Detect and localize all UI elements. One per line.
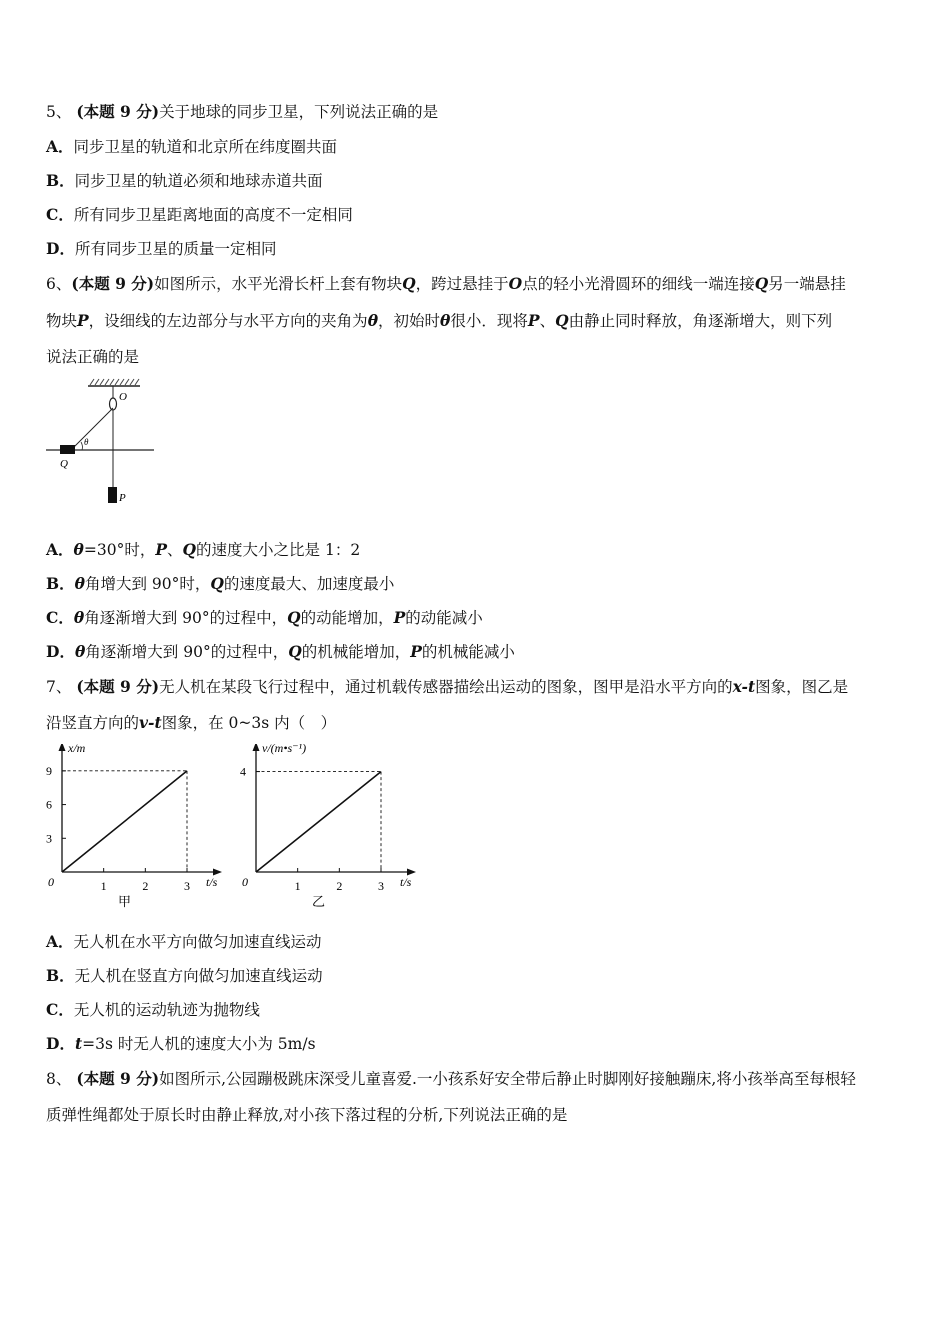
var-xt: x-t	[732, 677, 756, 696]
text: 的机械能增加，	[301, 643, 411, 661]
y-axis-label: v/(m•s⁻¹)	[262, 744, 307, 755]
text: 图象，在 0~3s 内（ ）	[161, 714, 337, 732]
q7-stem-line2	[46, 713, 336, 733]
q6-option-a	[46, 540, 360, 560]
option-text: 所有同步卫星的质量一定相同	[74, 240, 277, 258]
y-axis-label: x/m	[68, 744, 86, 755]
option-text: 同步卫星的轨道必须和地球赤道共面	[74, 172, 323, 190]
var-vt: v-t	[139, 713, 162, 732]
q7-option-c	[46, 1000, 260, 1020]
var-q: Q	[210, 574, 224, 593]
q7-number: 7、	[46, 678, 72, 696]
y-tick-label: 4	[240, 764, 246, 779]
text: 的机械能减小	[421, 643, 515, 661]
option-text: 所有同步卫星距离地面的高度不一定相同	[73, 206, 353, 224]
q5-text: 关于地球的同步卫星，下列说法正确的是	[159, 103, 439, 121]
data-line	[62, 771, 187, 872]
var-p: P	[77, 311, 89, 330]
block-q	[60, 445, 75, 454]
text: 的速度最大、加速度最小	[223, 575, 395, 593]
option-label: A．	[46, 540, 74, 559]
var-q: Q	[287, 608, 301, 627]
var-p: P	[410, 642, 422, 661]
var-q: Q	[754, 274, 769, 293]
origin-label: 0	[242, 875, 248, 889]
label-p: P	[119, 492, 126, 504]
q5-option-a	[46, 137, 337, 157]
var-theta: θ	[73, 608, 85, 627]
option-text: 无人机在竖直方向做匀加速直线运动	[74, 967, 323, 985]
var-p: P	[393, 608, 406, 627]
chart-x-t	[38, 744, 228, 910]
text: 角逐渐增大到 90°的过程中，	[84, 609, 288, 627]
var-t: t	[74, 1034, 83, 1053]
option-text: 同步卫星的轨道和北京所在纬度圈共面	[73, 138, 338, 156]
q7-option-d	[46, 1034, 316, 1054]
option-label: B．	[46, 171, 75, 190]
var-o: O	[508, 274, 523, 293]
var-theta: θ	[74, 642, 86, 661]
q6-option-d	[46, 642, 515, 662]
y-axis-arrow	[59, 744, 66, 751]
option-label: C．	[46, 205, 74, 224]
q5-option-b	[46, 171, 323, 191]
var-q: Q	[555, 311, 569, 330]
q7-stem-line1	[46, 677, 848, 697]
q5-option-d	[46, 239, 276, 259]
x-tick-label: 2	[142, 879, 149, 893]
chart-title: 甲	[118, 894, 132, 909]
text: =30°时，	[83, 541, 156, 559]
option-label: B．	[46, 966, 75, 985]
label-o: O	[119, 391, 127, 403]
q6-option-b	[46, 574, 394, 594]
text: ，初始时	[378, 312, 441, 330]
var-theta: θ	[74, 574, 85, 593]
text: 物块	[46, 312, 78, 330]
option-label: A．	[46, 137, 74, 156]
q5-stem	[46, 102, 438, 122]
var-theta: θ	[73, 540, 84, 559]
text: 由静止同时释放，角逐渐增大，则下列	[568, 312, 833, 330]
q7-option-a	[46, 932, 322, 952]
origin-label: 0	[48, 875, 54, 889]
text: 如图所示，水平光滑长杆上套有物块	[154, 275, 403, 293]
x-axis-label: t/s	[400, 875, 412, 889]
text: 的速度大小之比是 1：2	[196, 541, 361, 559]
angle-arc	[81, 442, 82, 450]
q6-stem-line1	[46, 274, 846, 294]
var-theta: θ	[440, 311, 451, 330]
string-left	[74, 408, 113, 447]
q6-option-c	[46, 608, 483, 628]
option-label: C．	[46, 608, 74, 627]
var-p: P	[527, 311, 540, 330]
option-label: A．	[46, 932, 74, 951]
q8-stem-line2: 质弹性绳都处于原长时由静止释放,对小孩下落过程的分析,下列说法正确的是	[46, 1106, 568, 1124]
y-tick-label: 9	[46, 763, 52, 778]
text: 无人机在某段飞行过程中，通过机载传感器描绘出运动的图象，图甲是沿水平方向的	[159, 678, 733, 696]
block-p	[108, 487, 117, 503]
q6-score: (本题 9 分)	[71, 274, 155, 293]
text: ，设细线的左边部分与水平方向的夹角为	[88, 312, 368, 330]
q8-stem-line1	[46, 1069, 856, 1089]
option-text: 无人机在水平方向做匀加速直线运动	[73, 933, 322, 951]
q5-number: 5、	[46, 103, 72, 121]
x-axis-label: t/s	[206, 875, 218, 889]
var-theta: θ	[367, 311, 379, 330]
x-tick-label: 3	[184, 879, 190, 893]
x-tick-label: 1	[294, 879, 301, 893]
text: 角增大到 90°时，	[84, 575, 211, 593]
q8-score: (本题 9 分)	[76, 1069, 160, 1088]
chart-v-t	[232, 744, 422, 910]
q5-score: (本题 9 分)	[76, 102, 160, 121]
text: 如图所示,公园蹦极跳床深受儿童喜爱.一小孩系好安全带后静止时脚刚好接触蹦床,将小孩举高至每根轻	[159, 1070, 856, 1088]
text: 沿竖直方向的	[46, 714, 140, 732]
q8-number: 8、	[46, 1070, 72, 1088]
q6-number: 6、	[46, 275, 72, 293]
label-theta: θ	[84, 437, 89, 447]
x-tick-label: 3	[378, 879, 384, 893]
option-label: B．	[46, 574, 75, 593]
text: 、	[167, 541, 183, 559]
option-label: D．	[46, 239, 75, 258]
text: =3s 时无人机的速度大小为 5m/s	[82, 1035, 316, 1053]
var-q: Q	[402, 274, 416, 293]
var-p: P	[155, 540, 167, 559]
text: ，跨过悬挂于	[415, 275, 509, 293]
text: 点的轻小光滑圆环的细线一端连接	[522, 275, 755, 293]
y-axis-arrow	[253, 744, 260, 751]
text: 的动能增加，	[300, 609, 394, 627]
option-label: D．	[46, 642, 75, 661]
text: 很小．现将	[450, 312, 528, 330]
text: 、	[539, 312, 556, 330]
q6-stem-line3: 说法正确的是	[46, 348, 140, 366]
var-q: Q	[182, 540, 197, 559]
option-label: C．	[46, 1000, 74, 1019]
text: 图象，图乙是	[755, 678, 849, 696]
ceiling-hatch	[90, 379, 139, 385]
option-label: D．	[46, 1034, 75, 1053]
x-tick-label: 1	[100, 879, 107, 893]
text: 另一端悬挂	[768, 275, 846, 293]
var-q: Q	[288, 642, 302, 661]
q6-stem-line2	[46, 311, 832, 331]
chart-title: 乙	[312, 894, 326, 909]
y-tick-label: 6	[46, 797, 52, 812]
label-q: Q	[60, 458, 68, 470]
data-line	[256, 772, 381, 872]
x-tick-label: 2	[336, 879, 343, 893]
q6-figure	[44, 374, 162, 508]
q5-option-c	[46, 205, 353, 225]
option-text: 无人机的运动轨迹为抛物线	[73, 1001, 260, 1019]
y-tick-label: 3	[46, 831, 52, 846]
q7-score: (本题 9 分)	[76, 677, 160, 696]
q7-option-b	[46, 966, 323, 986]
text: 的动能减小	[405, 609, 483, 627]
text: 角逐渐增大到 90°的过程中，	[85, 643, 289, 661]
